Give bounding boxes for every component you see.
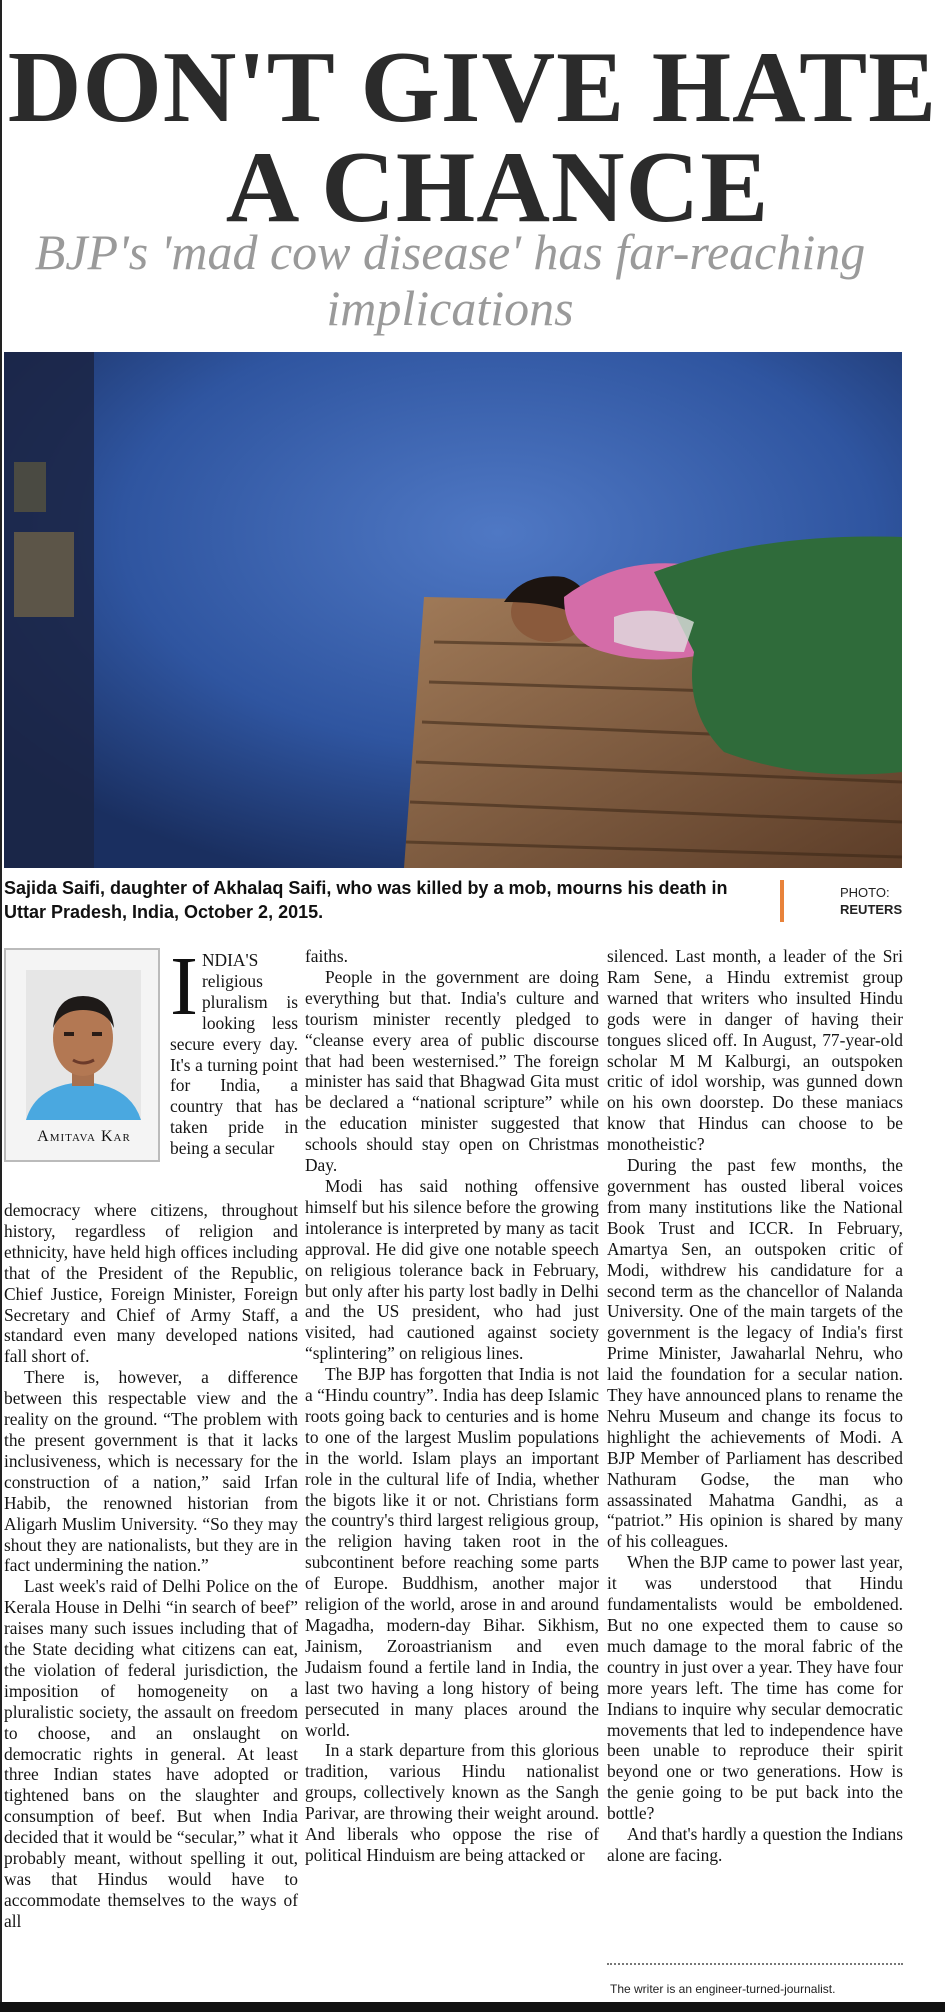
paragraph: During the past few months, the government has ousted liberal voices from many institutions like the National Book Trust and ICCR. In February, Amartya Sen, an outspoken critic of Modi, withdrew his candidature for a second term as the chancellor of Nalanda University. One of the main targets of the government is the legacy of India's first Prime Minister, Jawaharlal Nehru, who laid the foundation for a secular nation. They have announced plans to rename the Nehru Museum and change its focus to highlight the achievements of Modi. A BJP Member of Parliament has described Nathuram Godse, the man who assassinated Mahatma Gandhi, as a “patriot.” His opinion is shared by many of his colleagues. xyxy=(607,1155,903,1552)
author-footnote: The writer is an engineer-turned-journalist. xyxy=(610,1982,836,1996)
paragraph: democracy where citizens, throughout history, regardless of religion and ethnicity, have held high offices including that of the President of the Republic, Chief Justice, Foreign Minister, Foreign Secretary and Chief of Army Staff, a standard even many developed nations fall short of. xyxy=(4,1200,298,1367)
paragraph: People in the government are doing everything but that. India's culture and tourism minister recently pledged to “cleanse every area of public discourse that had been westernised.” The foreign minister has said that Bhagwad Gita must be declared a “national scripture” while the education minister suggested that schools should stay open on Christmas Day. xyxy=(305,966,599,1176)
subheadline: BJP's 'mad cow disease' has far-reaching implications xyxy=(34,224,866,336)
paragraph: faiths. xyxy=(305,946,348,966)
paragraph: There is, however, a difference between this respectable view and the reality on the ground. “The problem with the present government is that it lacks inclusiveness, which is necessary for the construction of a nation,” said Irfan Habib, the renowned historian from Aligarh Muslim University. “So they may shout they are nationalists, but they are in fact undermining the nation.” xyxy=(4,1367,298,1576)
footnote-divider xyxy=(607,1963,903,1965)
author-portrait xyxy=(26,970,141,1120)
photo-caption: Sajida Saifi, daughter of Akhalaq Saifi, who was killed by a mob, mourns his death in Uttar Pradesh, India, October 2, 2015. xyxy=(4,878,728,922)
paragraph: Modi has said nothing offensive himself but his silence before the growing intolerance is interpreted by many as tacit approval. He did give one notable speech on religious tolerance back in February, but only after his party lost badly in Delhi and the US president, who had just visited, had cautioned against society “splintering” on religious lines. xyxy=(305,1175,599,1364)
article-column-2 xyxy=(305,946,599,1866)
bottom-border xyxy=(0,2002,945,2012)
photo-credit-label: PHOTO: xyxy=(840,885,890,900)
article-column-1 xyxy=(4,1200,298,1932)
article-lead xyxy=(170,940,298,1159)
photo-illustration xyxy=(4,352,902,868)
lead-paragraph xyxy=(170,940,298,1159)
lead-text: NDIA'S religious pluralism is looking less secure every day. It's a turning point for India, a country that has taken pride in being a secular xyxy=(170,950,298,1159)
photo-credit-source: REUTERS xyxy=(840,902,903,917)
author-photo xyxy=(26,970,141,1120)
paragraph: And that's hardly a question the Indians alone are facing. xyxy=(607,1824,903,1865)
paragraph: silenced. Last month, a leader of the Sri Ram Sene, a Hindu extremist group warned that writers who insulted Hindu gods were in danger of having their tongues sliced off. In August, 77-year-old scholar M M Kalburgi, an outspoken critic of idol worship, was gunned down on his own doorstep. Do these maniacs know that Hindus can choose to be monotheistic? xyxy=(607,946,903,1155)
caption-divider xyxy=(780,880,784,922)
article-photo xyxy=(4,352,902,868)
drop-cap: I xyxy=(170,940,198,1033)
author-box xyxy=(4,948,160,1162)
headline-line1: DON'T GIVE HATE xyxy=(7,31,938,144)
headline xyxy=(0,31,945,244)
author-name: Amitava Kar xyxy=(37,1128,131,1145)
paragraph: The BJP has forgotten that India is not a “Hindu country”. India has deep Islamic roots going back to centuries and is home to one of the largest Muslim populations in the world. Islam plays an important role in the cultural life of India, whether the bigots like it or not. Christians form the country's third largest religious group, the religion having taken root in the subcontinent before reaching some parts of Europe. Buddhism, another major religion of the world, arose in and around Magadha, modern-day Bihar. Sikhism, Jainism, Zoroastrianism and even Judaism found a fertile land in India, the last two having a long history of being persecuted in many places around the world. xyxy=(305,1364,599,1740)
article-column-3 xyxy=(607,946,903,1866)
headline-line2: A CHANCE xyxy=(225,131,770,244)
paragraph: Last week's raid of Delhi Police on the Kerala House in Delhi “in search of beef” raises many such issues including that of the State deciding what citizens can eat, the violation of federal jurisdiction, the imposition of homogeneity on a pluralistic society, the assault on freedom to choose, and an onslaught on democratic rights in general. At least three Indian states have adopted or tightened bans on the slaughter and consumption of beef. But when India decided that it would be “secular,” what it probably meant, without spelling it out, was that Hindus would have to accommodate themselves to the ways of all xyxy=(4,1576,298,1931)
photo-credit xyxy=(840,884,902,918)
paragraph: In a stark departure from this glorious tradition, various Hindu nationalist groups, collectively known as the Sangh Parivar, are throwing their weight around. And liberals who oppose the rise of political Hinduism are being attacked or xyxy=(305,1740,599,1865)
paragraph: When the BJP came to power last year, it was understood that Hindu fundamentalists would be emboldened. But no one expected them to cause so much damage to the moral fabric of the country in just over a year. They have four more years left. The time has come for Indians to inquire why secular democratic movements that led to independence have been unable to reproduce their spirit beyond one or two generations. How is the genie going to be put back into the bottle? xyxy=(607,1552,903,1824)
left-border xyxy=(0,0,2,2012)
